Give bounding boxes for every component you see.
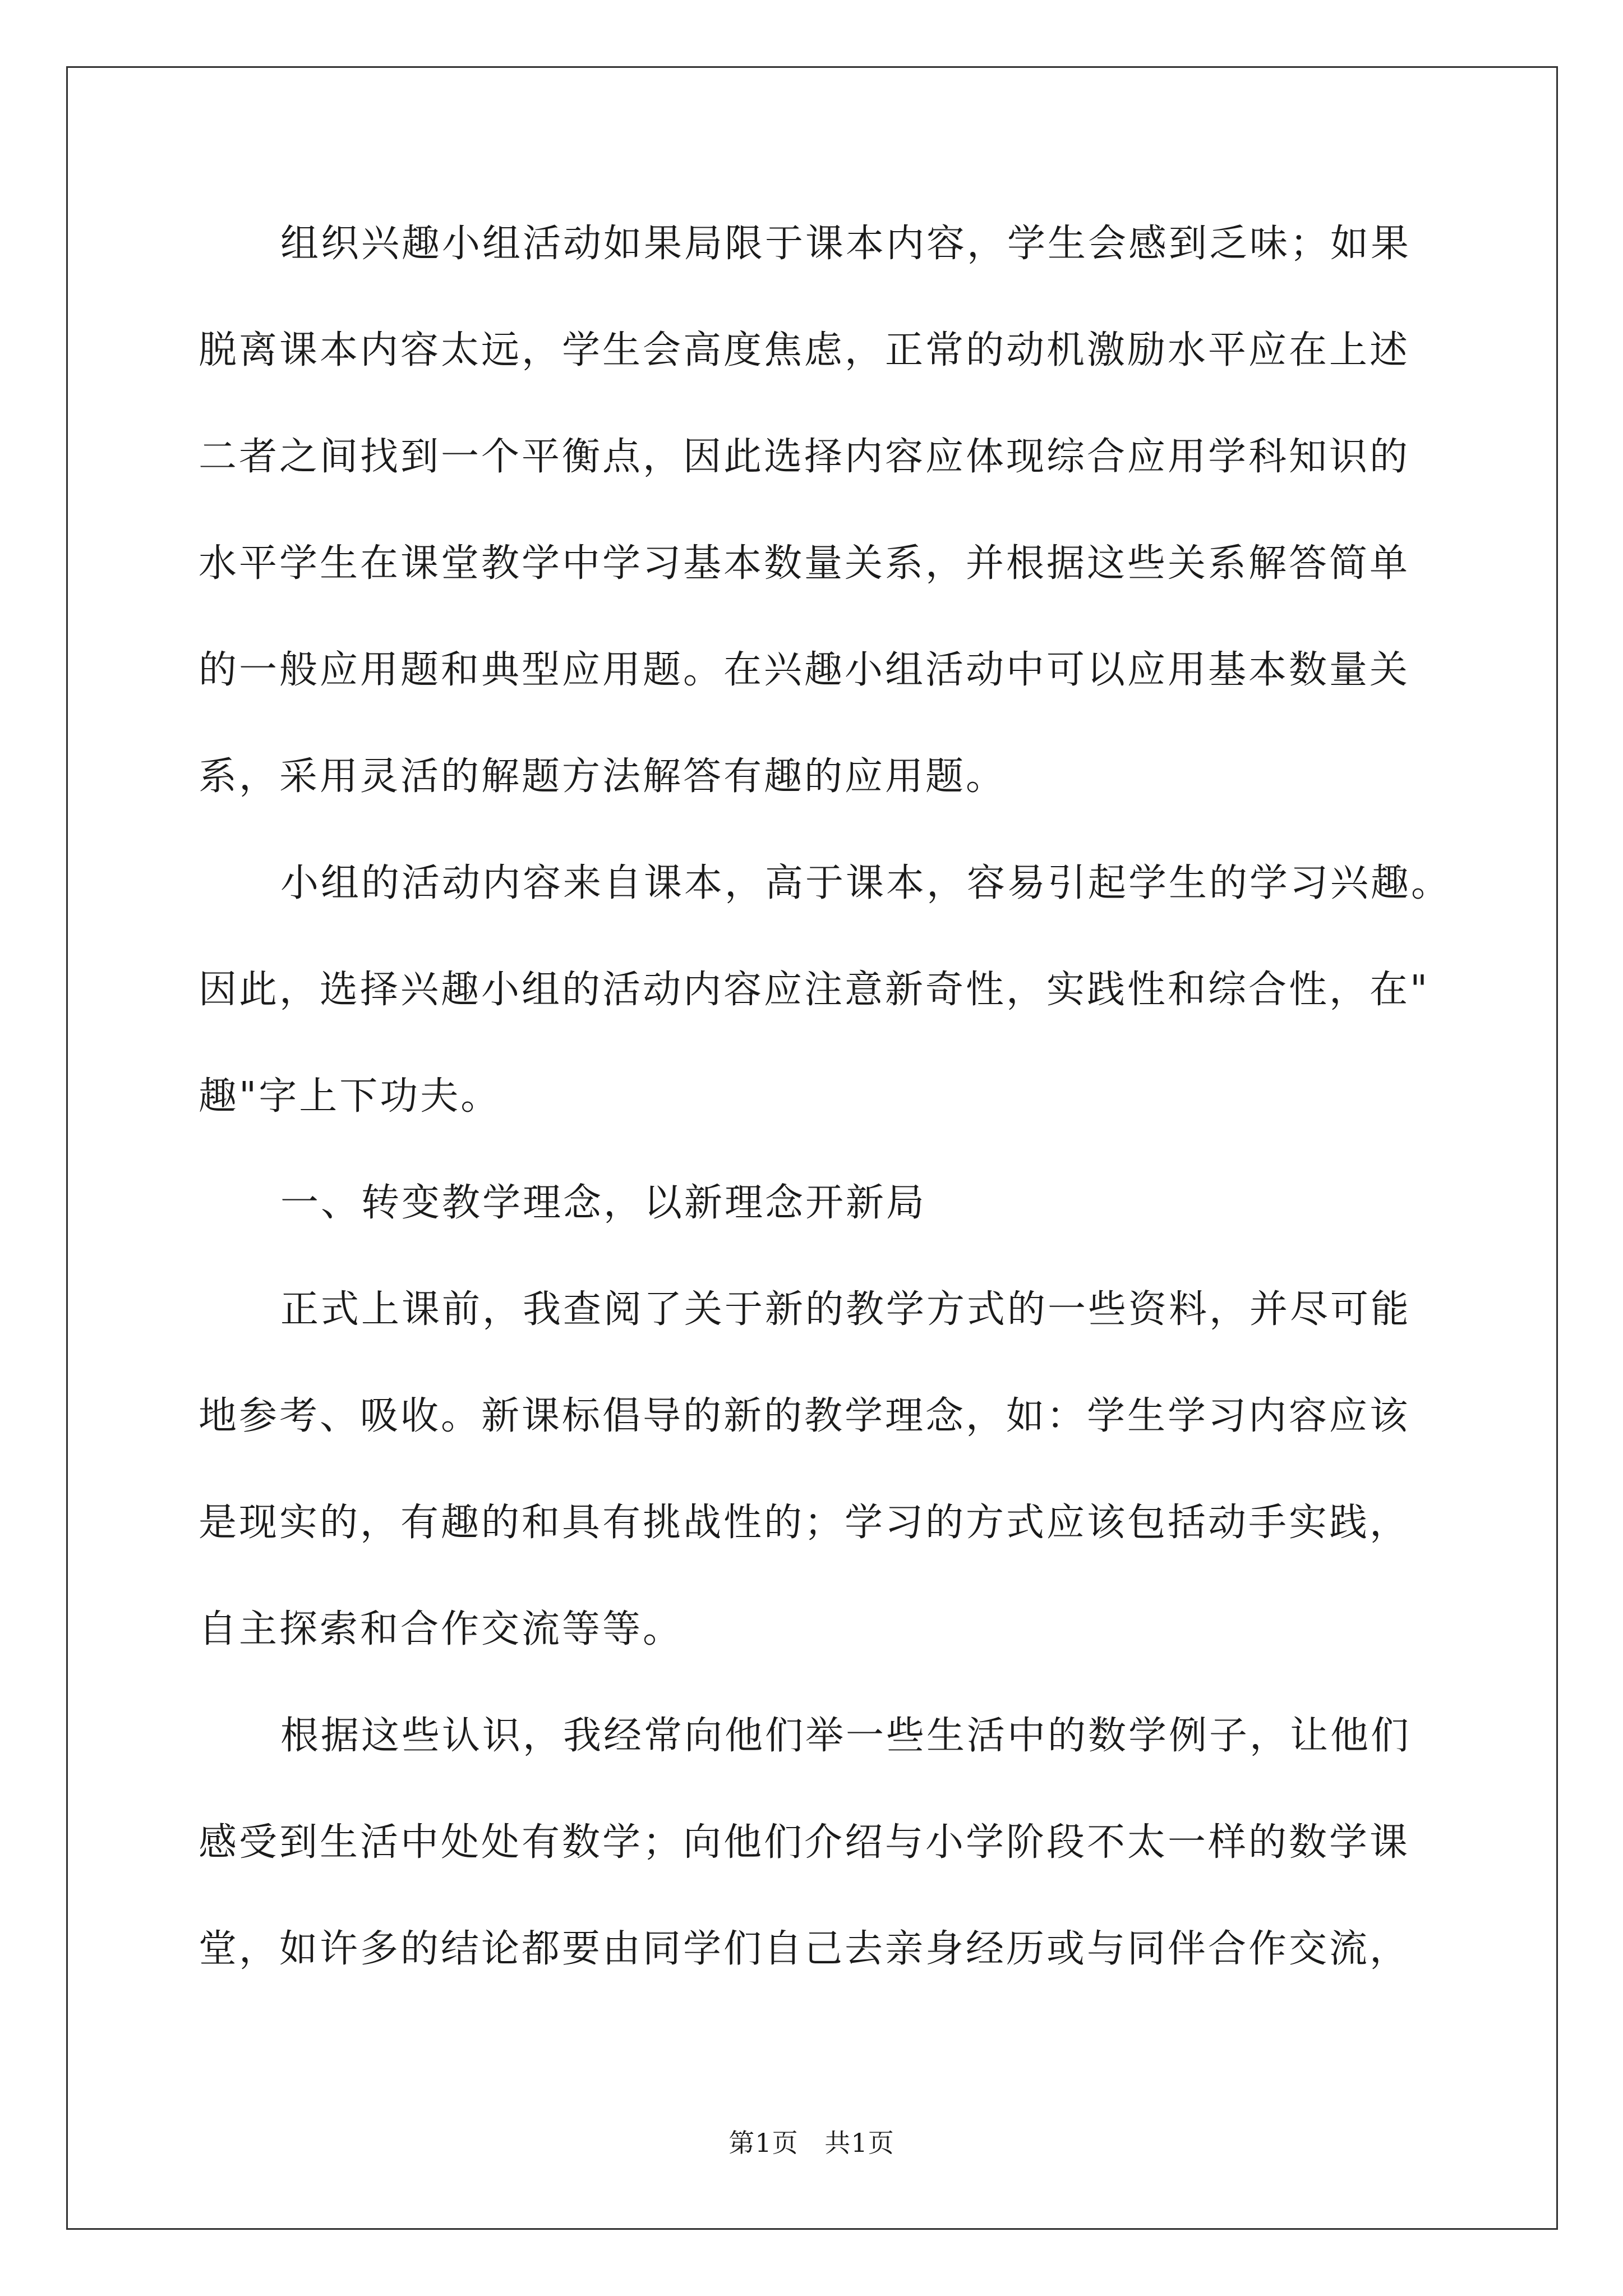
text-line: 根据这些认识，我经常向他们举一些生活中的数学例子，让他们	[280, 1714, 1412, 1758]
text-line: 的一般应用题和典型应用题。在兴趣小组活动中可以应用基本数量关	[199, 648, 1410, 692]
text-line: 二者之间找到一个平衡点，因此选择内容应体现综合应用学科知识的	[199, 435, 1410, 479]
text-line: 一、转变教学理念，以新理念开新局	[280, 1181, 927, 1225]
document-body	[199, 213, 1452, 2025]
text-line: 脱离课本内容太远，学生会高度焦虑，正常的动机激励水平应在上述	[199, 328, 1410, 372]
text-line: 因此，选择兴趣小组的活动内容应注意新奇性，实践性和综合性，在"	[199, 968, 1430, 1012]
text-line: 水平学生在课堂教学中学习基本数量关系，并根据这些关系解答简单	[199, 541, 1410, 586]
text-line: 地参考、吸收。新课标倡导的新的教学理念，如：学生学习内容应该	[199, 1394, 1410, 1438]
page-footer: 第1页 共1页	[728, 2128, 895, 2158]
text-line: 感受到生活中处处有数学；向他们介绍与小学阶段不太一样的数学课	[199, 1820, 1410, 1865]
text-line: 系，采用灵活的解题方法解答有趣的应用题。	[199, 754, 1007, 799]
text-line: 堂，如许多的结论都要由同学们自己去亲身经历或与同伴合作交流，	[199, 1927, 1410, 1971]
text-line: 是现实的，有趣的和具有挑战性的；学习的方式应该包括动手实践，	[199, 1501, 1410, 1545]
text-line: 组织兴趣小组活动如果局限于课本内容，学生会感到乏味；如果	[280, 222, 1412, 266]
text-line: 自主探索和合作交流等等。	[199, 1607, 684, 1651]
text-line: 小组的活动内容来自课本，高于课本，容易引起学生的学习兴趣。	[280, 861, 1452, 905]
text-line: 趣"字上下功夫。	[199, 1074, 501, 1119]
text-line: 正式上课前，我查阅了关于新的教学方式的一些资料，并尽可能	[280, 1287, 1412, 1332]
